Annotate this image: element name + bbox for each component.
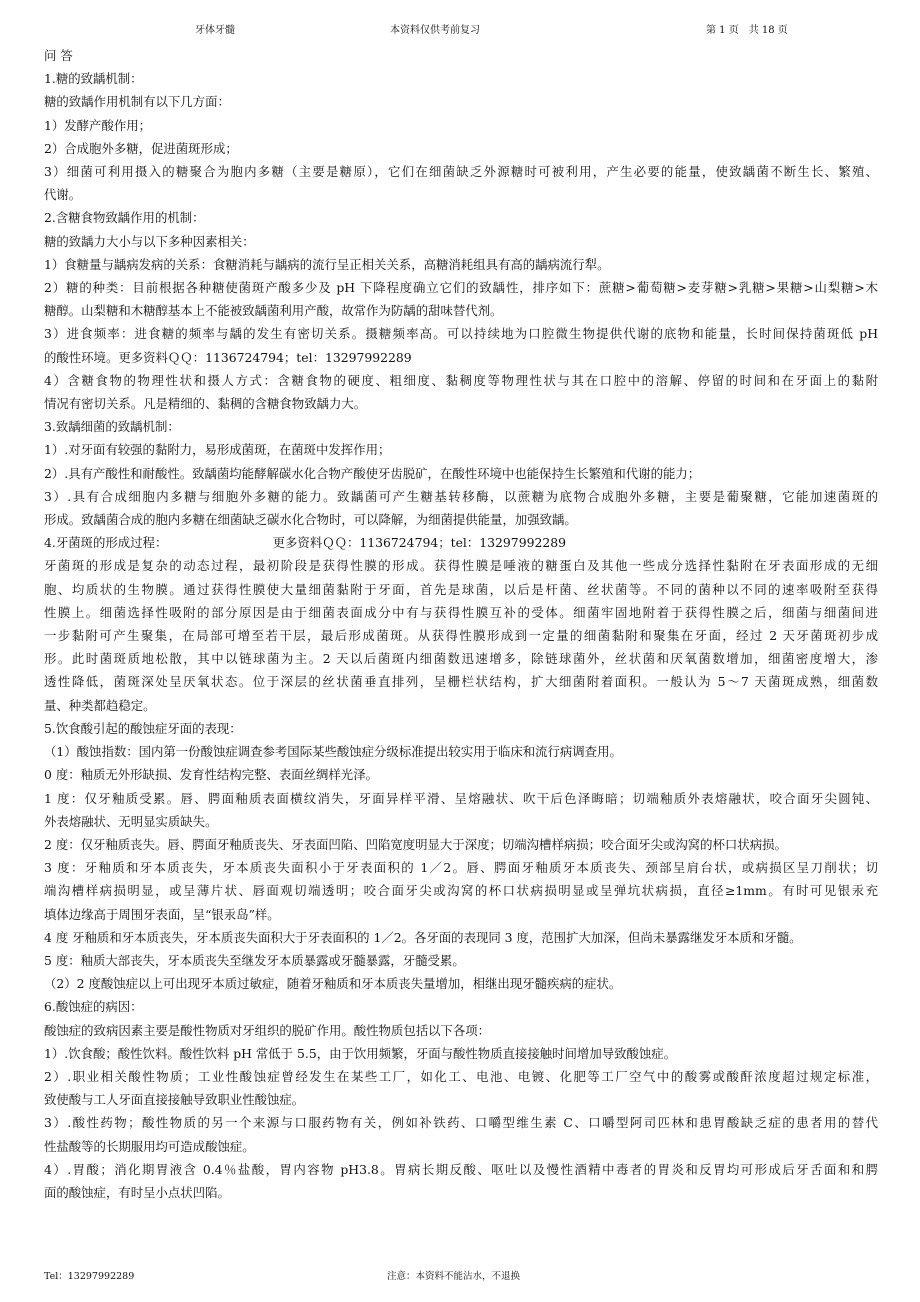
text-line: 形成。致龋菌合成的胞内多糖在细菌缺乏碳水化合物时，可以降解，为细菌提供能量，加强致龋。	[44, 512, 577, 528]
text-line: 性膜上。细菌选择性吸附的部分原因是由于细菌表面成分中有与获得性膜互补的受体。细菌牢固地附着于获得性膜之后，细菌与细菌间进	[44, 604, 878, 620]
text-line: 1.糖的致龋机制：	[44, 71, 143, 87]
text-line: 3 度：牙釉质和牙本质丧失，牙本质丧失面积小于牙表面积的 1／2。唇、腭面牙釉质牙本质丧失、颈部呈肩台状，或病损区呈刀削状；切	[44, 860, 878, 876]
header-subject: 牙体牙髓	[195, 25, 235, 36]
text-line: （1）酸蚀指数：国内第一份酸蚀症调查参考国际某些酸蚀症分级标准提出较实用于临床和流行病调查用。	[44, 744, 622, 760]
text-line: 2 度：仅牙釉质丧失。唇、腭面牙釉质丧失、牙表面凹陷、凹陷宽度明显大于深度；切端沟槽样病损；咬合面牙尖或沟窝的杯口状病损。	[44, 836, 787, 852]
text-line: 3）细菌可利用摄入的糖聚合为胞内多糖（主要是糖原），它们在细菌缺乏外源糖时可被利用，产生必要的能量，使致龋菌不断生长、繁殖、	[44, 164, 878, 180]
text-line: 4）含糖食物的物理性状和摄人方式：含糖食物的硬度、粗细度、黏稠度等物理性状与其在口腔中的溶解、停留的时间和在牙面上的黏附	[44, 372, 878, 388]
text-line: 3）.酸性药物；酸性物质的另一个来源与口服药物有关，例如补铁药、口嚼型维生素 C、口嚼型阿司匹林和患胃酸缺乏症的患者用的替代	[44, 1115, 878, 1131]
text-line: 糖的致龋力大小与以下多种因素相关：	[44, 233, 255, 249]
text-line: 6.酸蚀症的病因：	[44, 999, 143, 1015]
text-line: 量、种类都趋稳定。	[44, 697, 156, 713]
text-line: 糖醇。山梨糖和木糖醇基本上不能被致龋菌利用产酸，故常作为防龋的甜味替代剂。	[44, 303, 503, 319]
text-line: 1）发酵产酸作用；	[44, 117, 152, 133]
text-line: 的酸性环境。更多资料ＱＱ：1136724794；tel：13297992289	[44, 349, 412, 365]
text-line: 糖的致龋作用机制有以下几方面：	[44, 94, 230, 110]
text-line: 胞、均质状的生物膜。通过获得性膜使大量细菌黏附于牙面，首先是球菌，以后是杆菌、丝状菌等。不同的菌种以不同的速率吸附至获得	[44, 581, 878, 597]
document-body	[44, 44, 878, 1204]
text-line: 酸蚀症的致病因素主要是酸性物质对牙组织的脱矿作用。酸性物质包括以下各项：	[44, 1022, 491, 1038]
header-page-number: 第 1 页 共 18 页	[706, 25, 788, 36]
text-line: 5.饮食酸引起的酸蚀症牙面的表现：	[44, 720, 242, 736]
text-line: 1）.饮食酸；酸性饮料。酸性饮料 pH 常低于 5.5，由于饮用频繁，牙面与酸性物质直接接触时间增加导致酸蚀症。	[44, 1045, 677, 1061]
text-line: 一步黏附可产生聚集，在局部可增至若干层，最后形成菌斑。从获得性膜形成到一定量的细菌黏附和聚集在牙面，经过 2 天牙菌斑初步成	[44, 628, 878, 644]
text-line: 情况有密切关系。凡是精细的、黏稠的含糖食物致龋力大。	[44, 396, 367, 412]
text-line: 1）.对牙面有较强的黏附力，易形成菌斑，在菌斑中发挥作用；	[44, 442, 391, 458]
text-line: 形。此时菌斑质地松散，其中以链球菌为主。2 天以后菌斑内细菌数迅速增多，除链球菌外，丝状菌和厌氧菌数增加，细菌密度增大，渗	[44, 651, 878, 667]
text-line: 4）.胃酸；消化期胃液含 0.4％盐酸，胃内容物 pH3.8。胃病长期反酸、呕吐以及慢性酒精中毒者的胃炎和反胃均可形成后牙舌面和和腭	[44, 1161, 878, 1177]
text-line: 填体边缘高于周围牙表面，呈“银汞岛”样。	[44, 906, 280, 922]
text-line: 致使酸与工人牙面直接接触导致职业性酸蚀症。	[44, 1092, 305, 1108]
footer-notice: 注意：本资料不能沾水，不退换	[387, 1271, 521, 1282]
text-line: 3）进食频率：进食糖的频率与龋的发生有密切关系。摄糖频率高。可以持续地为口腔微生物提供代谢的底物和能量，长时间保持菌斑低 pH	[44, 326, 878, 342]
text-line: 3.致龋细菌的致龋机制：	[44, 419, 180, 435]
text-line: 2）.职业相关酸性物质；工业性酸蚀症曾经发生在某些工厂，如化工、电池、电镀、化肥等工厂空气中的酸雾或酸酐浓度超过规定标准，	[44, 1068, 878, 1084]
text-line: 牙菌斑的形成是复杂的动态过程，最初阶段是获得性膜的形成。获得性膜是唾液的糖蛋白及其他一些成分选择性黏附在牙表面形成的无细	[44, 558, 878, 574]
text-line: 代谢。	[44, 187, 82, 203]
text-line: 外表熔融状、无明显实质缺失。	[44, 813, 218, 829]
text-line: 0 度：釉质无外形缺损、发育性结构完整、表面丝绸样光泽。	[44, 767, 378, 783]
text-line: （2）2 度酸蚀症以上可出现牙本质过敏症，随着牙釉质和牙本质丧失量增加，相继出现牙髓疾病的症状。	[44, 976, 622, 992]
text-line: 4 度 牙釉质和牙本质丧失，牙本质丧失面积大于牙表面积的 1／2。各牙面的表现同 3 度，范围扩大加深，但尚未暴露继发牙本质和牙髓。	[44, 929, 802, 945]
text-line: 问 答	[44, 48, 73, 63]
text-line: 面的酸蚀症，有时呈小点状凹陷。	[44, 1184, 230, 1200]
text-line: 透性降低，菌斑深处呈厌氧状态。位于深层的丝状菌垂直排列，呈栅栏状结构，扩大细菌附着面积。一般认为 5～7 天菌斑成熟，细菌数	[44, 674, 878, 690]
text-line: 2）合成胞外多糖，促进菌斑形成；	[44, 140, 238, 156]
text-line: 2）.具有产酸性和耐酸性。致龋菌均能酵解碳水化合物产酸使牙齿脱矿，在酸性环境中也能保持生长繁殖和代谢的能力；	[44, 465, 701, 481]
footer-tel: Tel：13297992289	[44, 1271, 135, 1282]
text-line: 2.含糖食物致龋作用的机制：	[44, 210, 205, 226]
page-header	[0, 21, 920, 37]
text-line: 4.牙菌斑的形成过程： 更多资料ＱＱ：1136724794；tel：13297992289	[44, 535, 566, 551]
page-footer	[0, 1268, 920, 1284]
text-line: 1 度：仅牙釉质受累。唇、腭面釉质表面横纹消失，牙面异样平滑、呈熔融状、吹干后色泽晦暗；切端釉质外表熔融状，咬合面牙尖圆钝、	[44, 790, 878, 806]
header-note: 本资料仅供考前复习	[390, 25, 480, 36]
text-line: 5 度：釉质大部丧失，牙本质丧失至继发牙本质暴露或牙髓暴露，牙髓受累。	[44, 952, 465, 968]
text-line: 2）糖的种类：目前根据各种糖使菌斑产酸多少及 pH 下降程度确立它们的致龋性，排序如下：蔗糖>葡萄糖>麦芽糖>乳糖>果糖>山梨糖>木	[44, 280, 878, 296]
text-line: 端沟槽样病损明显，或呈薄片状、唇面观切端透明；咬合面牙尖或沟窝的杯口状病损明显或呈弹坑状病损，直径≥1mm。有时可见银汞充	[44, 883, 878, 899]
text-line: 3）.具有合成细胞内多糖与细胞外多糖的能力。致龋菌可产生糖基转移酶，以蔗糖为底物合成胞外多糖，主要是葡聚糖，它能加速菌斑的	[44, 488, 878, 504]
text-line: 1）食糖量与龋病发病的关系：食糖消耗与龋病的流行呈正相关关系，高糖消耗组具有高的龋病流行犁。	[44, 256, 610, 272]
text-line: 性盐酸等的长期服用均可造成酸蚀症。	[44, 1138, 255, 1154]
